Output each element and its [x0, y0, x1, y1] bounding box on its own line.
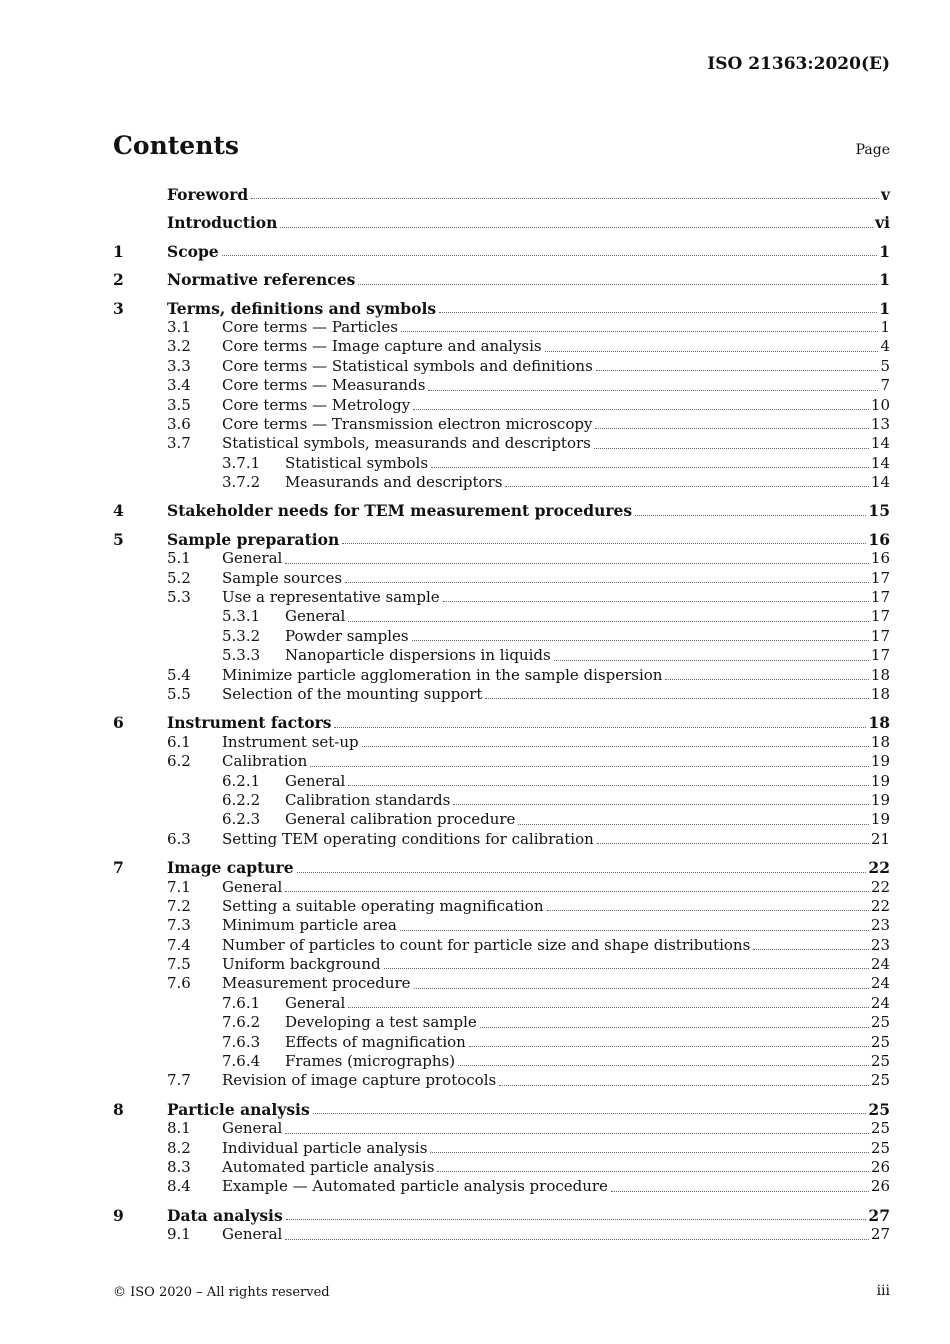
toc-entry-number: 6.2 [167, 752, 191, 771]
toc-entry-page: 26 [870, 1177, 890, 1196]
toc-entry-number: 3.1 [167, 317, 191, 336]
toc-dot-leader [285, 1238, 869, 1240]
toc-entry-page: 25 [870, 1013, 890, 1032]
toc-entry-title: Example — Automated particle analysis procedure [222, 1177, 608, 1196]
toc-dot-leader [222, 254, 878, 256]
toc-entry-title: Use a representative sample [222, 588, 440, 607]
page-column-label: Page [855, 142, 890, 158]
toc-entry-number: 7.4 [167, 935, 191, 954]
toc-entry[interactable] [113, 1158, 890, 1177]
toc-entry[interactable] [113, 1071, 890, 1090]
toc-dot-leader [310, 765, 869, 767]
toc-entry-number: 3.4 [167, 376, 191, 395]
toc-entry[interactable] [113, 434, 890, 453]
toc-entry-title: Stakeholder needs for TEM measurement procedures [167, 501, 633, 521]
toc-entry-title: Image capture [167, 858, 294, 878]
toc-entry-title: Effects of magnification [285, 1032, 466, 1051]
toc-dot-leader [414, 987, 869, 989]
toc-entry[interactable] [113, 1206, 890, 1225]
toc-entry-number: 3.6 [167, 414, 191, 433]
toc-dot-leader [453, 803, 869, 805]
toc-entry-page: 19 [870, 810, 890, 829]
toc-entry-title: General [222, 549, 283, 568]
toc-entry-title: Frames (micrographs) [285, 1052, 456, 1071]
toc-entry[interactable] [113, 588, 890, 607]
toc-dot-leader [545, 350, 879, 352]
toc-entry[interactable] [113, 357, 890, 376]
toc-dot-leader [753, 948, 869, 950]
toc-entry-number: 5.3.1 [222, 607, 261, 626]
toc-dot-leader [611, 1190, 869, 1192]
toc-entry-page: 27 [868, 1205, 890, 1225]
toc-entry-page: 1 [879, 298, 890, 318]
toc-entry-title: Setting a suitable operating magnification [222, 896, 544, 915]
toc-entry[interactable] [113, 415, 890, 434]
toc-dot-leader [413, 408, 869, 410]
toc-entry-title: Revision of image capture protocols [222, 1071, 497, 1090]
toc-entry-page: 14 [870, 453, 890, 472]
toc-entry-page: vi [875, 213, 890, 233]
toc-entry-page: 24 [870, 974, 890, 993]
toc-dot-leader [285, 562, 869, 564]
toc-entry-page: 17 [870, 626, 890, 645]
toc-entry-number: 2 [113, 270, 124, 290]
toc-entry[interactable] [113, 1119, 890, 1138]
toc-entry[interactable] [113, 530, 890, 549]
toc-entry-title: Number of particles to count for particle size and shape distributions [222, 935, 751, 954]
toc-entry-number: 3.7.1 [222, 453, 261, 472]
toc-entry-number: 5.2 [167, 568, 191, 587]
toc-dot-leader [597, 842, 869, 844]
toc-entry-title: Foreword [167, 185, 249, 204]
toc-entry-number: 6.2.2 [222, 790, 261, 809]
toc-entry-number: 7.6.4 [222, 1052, 261, 1071]
toc-entry[interactable] [113, 270, 890, 289]
toc-dot-leader [342, 542, 866, 544]
toc-entry[interactable] [113, 1033, 890, 1052]
toc-entry-title: Normative references [167, 270, 356, 290]
toc-entry-page: 24 [870, 993, 890, 1012]
toc-dot-leader [485, 697, 868, 699]
toc-entry-page: 21 [870, 829, 890, 848]
toc-entry-title: Scope [167, 241, 219, 261]
toc-entry-page: 23 [870, 916, 890, 935]
toc-entry-number: 3.7 [167, 434, 191, 453]
toc-entry[interactable] [113, 791, 890, 810]
toc-entry-page: 16 [868, 529, 890, 549]
toc-entry[interactable] [113, 955, 890, 974]
toc-entry-title: Core terms — Transmission electron microscopy [222, 414, 593, 433]
toc-entry[interactable] [113, 185, 890, 204]
toc-entry-number: 6 [113, 713, 124, 733]
toc-dot-leader [334, 726, 866, 728]
toc-dot-leader [251, 197, 879, 199]
toc-entry-number: 7.1 [167, 877, 191, 896]
toc-entry-title: Selection of the mounting support [222, 684, 483, 703]
toc-entry-title: Minimum particle area [222, 916, 397, 935]
toc-entry-title: Sample sources [222, 568, 343, 587]
toc-dot-leader [286, 1218, 867, 1220]
toc-dot-leader [345, 581, 869, 583]
toc-entry-page: 25 [870, 1071, 890, 1090]
toc-entry-page: 19 [870, 771, 890, 790]
toc-entry-title: General [222, 1119, 283, 1138]
toc-entry[interactable] [113, 337, 890, 356]
toc-entry-page: 22 [870, 896, 890, 915]
toc-entry[interactable] [113, 299, 890, 318]
toc-entry[interactable] [113, 376, 890, 395]
toc-entry-page: 1 [879, 270, 890, 290]
toc-entry-title: Uniform background [222, 955, 381, 974]
toc-entry-page: 10 [870, 395, 890, 414]
toc-entry-title: General calibration procedure [285, 810, 516, 829]
toc-dot-leader [401, 330, 878, 332]
toc-entry-title: Nanoparticle dispersions in liquids [285, 646, 551, 665]
toc-entry[interactable] [113, 858, 890, 877]
toc-entry[interactable] [113, 549, 890, 568]
toc-entry[interactable] [113, 666, 890, 685]
toc-entry[interactable] [113, 713, 890, 732]
toc-entry-number: 7.5 [167, 955, 191, 974]
toc-entry-page: 15 [868, 501, 890, 521]
toc-entry-number: 8.1 [167, 1119, 191, 1138]
toc-entry-page: 25 [870, 1052, 890, 1071]
toc-entry-number: 7 [113, 858, 124, 878]
toc-entry-title: Core terms — Metrology [222, 395, 411, 414]
toc-entry-number: 5.3.2 [222, 626, 261, 645]
toc-dot-leader [469, 1045, 869, 1047]
toc-dot-leader [431, 466, 869, 468]
toc-entry-page: 1 [879, 241, 890, 261]
toc-dot-leader [594, 447, 869, 449]
toc-entry-number: 3.5 [167, 395, 191, 414]
toc-entry-title: Introduction [167, 213, 278, 233]
toc-entry-number: 5.5 [167, 684, 191, 703]
toc-dot-leader [547, 909, 869, 911]
toc-entry[interactable] [113, 878, 890, 897]
toc-entry-page: 4 [880, 337, 890, 356]
toc-entry-page: 18 [870, 684, 890, 703]
toc-entry-title: General [285, 771, 346, 790]
toc-dot-leader [348, 620, 869, 622]
toc-entry[interactable] [113, 646, 890, 665]
toc-dot-leader [437, 1170, 869, 1172]
toc-entry-page: 17 [870, 588, 890, 607]
toc-entry-page: v [880, 185, 890, 204]
toc-entry-number: 8.3 [167, 1157, 191, 1176]
toc-entry-number: 6.2.1 [222, 771, 261, 790]
toc-dot-leader [285, 890, 869, 892]
toc-entry-number: 9.1 [167, 1225, 191, 1244]
toc-entry-number: 6.2.3 [222, 810, 261, 829]
toc-entry[interactable] [113, 994, 890, 1013]
toc-entry-page: 14 [870, 473, 890, 492]
toc-entry-title: Measurement procedure [222, 974, 411, 993]
toc-entry[interactable] [113, 1177, 890, 1196]
toc-dot-leader [358, 283, 877, 285]
toc-entry[interactable] [113, 501, 890, 520]
toc-entry-number: 5.1 [167, 549, 191, 568]
toc-entry-number: 8.2 [167, 1138, 191, 1157]
toc-entry-title: Individual particle analysis [222, 1138, 428, 1157]
toc-entry-page: 1 [880, 317, 890, 336]
toc-dot-leader [285, 1132, 869, 1134]
toc-entry-title: Core terms — Image capture and analysis [222, 337, 542, 356]
toc-entry[interactable] [113, 916, 890, 935]
toc-entry-number: 3 [113, 298, 124, 318]
toc-entry-title: Terms, definitions and symbols [167, 298, 437, 318]
toc-entry[interactable] [113, 473, 890, 492]
toc-entry-number: 3.3 [167, 356, 191, 375]
toc-entry-page: 22 [870, 877, 890, 896]
toc-dot-leader [499, 1084, 869, 1086]
toc-entry-title: General [285, 993, 346, 1012]
toc-entry[interactable] [113, 974, 890, 993]
toc-dot-leader [635, 514, 866, 516]
toc-entry[interactable] [113, 810, 890, 829]
toc-entry[interactable] [113, 213, 890, 232]
toc-entry-number: 6.3 [167, 829, 191, 848]
toc-entry-title: Calibration [222, 752, 308, 771]
toc-entry-page: 25 [870, 1032, 890, 1051]
toc-entry-number: 5 [113, 529, 124, 549]
toc-entry-page: 23 [870, 935, 890, 954]
toc-entry-page: 27 [870, 1225, 890, 1244]
toc-dot-leader [348, 784, 869, 786]
toc-entry[interactable] [113, 936, 890, 955]
page-number: iii [876, 1283, 890, 1299]
page-title: Contents [113, 131, 240, 160]
toc-entry-title: General [222, 877, 283, 896]
toc-entry[interactable] [113, 1013, 890, 1032]
toc-entry[interactable] [113, 733, 890, 752]
toc-entry-number: 5.3 [167, 588, 191, 607]
toc-dot-leader [595, 427, 868, 429]
toc-entry-title: Core terms — Statistical symbols and definitions [222, 356, 593, 375]
toc-dot-leader [280, 226, 873, 228]
toc-entry-number: 3.7.2 [222, 473, 261, 492]
toc-entry-title: General [222, 1225, 283, 1244]
toc-dot-leader [348, 1006, 869, 1008]
toc-entry-number: 8.4 [167, 1177, 191, 1196]
toc-entry[interactable] [113, 772, 890, 791]
toc-entry[interactable] [113, 752, 890, 771]
toc-entry-number: 7.6 [167, 974, 191, 993]
toc-entry-number: 1 [113, 241, 124, 261]
toc-entry-number: 7.3 [167, 916, 191, 935]
toc-entry[interactable] [113, 569, 890, 588]
toc-dot-leader [596, 369, 879, 371]
toc-entry-title: Core terms — Particles [222, 317, 398, 336]
toc-entry-page: 5 [880, 356, 890, 375]
toc-dot-leader [384, 967, 869, 969]
toc-entry-page: 16 [870, 549, 890, 568]
toc-entry-page: 25 [868, 1099, 890, 1119]
copyright-notice: © ISO 2020 – All rights reserved [113, 1285, 330, 1300]
toc-dot-leader [554, 659, 869, 661]
toc-entry-page: 7 [880, 376, 890, 395]
toc-dot-leader [443, 600, 869, 602]
toc-dot-leader [480, 1026, 869, 1028]
toc-entry-page: 13 [870, 414, 890, 433]
toc-entry-title: Automated particle analysis [222, 1157, 435, 1176]
toc-entry[interactable] [113, 1052, 890, 1071]
toc-entry-title: Data analysis [167, 1205, 283, 1225]
toc-entry-title: Statistical symbols, measurands and descriptors [222, 434, 591, 453]
toc-dot-leader [412, 639, 869, 641]
toc-entry-title: Sample preparation [167, 529, 340, 549]
toc-entry-page: 18 [870, 665, 890, 684]
toc-entry-number: 5.3.3 [222, 646, 261, 665]
toc-dot-leader [665, 678, 868, 680]
toc-entry[interactable] [113, 318, 890, 337]
toc-entry-page: 18 [870, 732, 890, 751]
toc-entry-page: 17 [870, 568, 890, 587]
toc-entry-number: 7.7 [167, 1071, 191, 1090]
toc-entry-page: 25 [870, 1119, 890, 1138]
toc-entry[interactable] [113, 830, 890, 849]
toc-entry-title: Particle analysis [167, 1099, 310, 1119]
toc-dot-leader [362, 745, 869, 747]
toc-entry-page: 26 [870, 1157, 890, 1176]
toc-entry-number: 3.2 [167, 337, 191, 356]
toc-entry-title: Instrument factors [167, 713, 332, 733]
toc-entry[interactable] [113, 454, 890, 473]
toc-entry-title: Measurands and descriptors [285, 473, 503, 492]
toc-entry-page: 19 [870, 790, 890, 809]
toc-entry-number: 9 [113, 1205, 124, 1225]
toc-dot-leader [458, 1064, 869, 1066]
toc-entry-page: 17 [870, 646, 890, 665]
toc-entry[interactable] [113, 396, 890, 415]
toc-entry[interactable] [113, 897, 890, 916]
table-of-contents [113, 185, 890, 1245]
toc-entry-page: 17 [870, 607, 890, 626]
toc-entry-title: General [285, 607, 346, 626]
toc-dot-leader [430, 1151, 868, 1153]
toc-entry-title: Setting TEM operating conditions for calibration [222, 829, 594, 848]
toc-dot-leader [505, 485, 868, 487]
toc-dot-leader [428, 389, 878, 391]
toc-entry-page: 19 [870, 752, 890, 771]
toc-dot-leader [518, 823, 869, 825]
toc-entry[interactable] [113, 607, 890, 626]
toc-entry-title: Instrument set-up [222, 732, 359, 751]
toc-entry-number: 4 [113, 501, 124, 521]
toc-entry[interactable] [113, 1100, 890, 1119]
toc-dot-leader [297, 871, 867, 873]
toc-entry-number: 7.6.3 [222, 1032, 261, 1051]
toc-entry[interactable] [113, 627, 890, 646]
toc-entry[interactable] [113, 685, 890, 704]
toc-entry-page: 25 [870, 1138, 890, 1157]
toc-dot-leader [400, 929, 869, 931]
toc-entry-number: 8 [113, 1099, 124, 1119]
toc-entry-number: 5.4 [167, 665, 191, 684]
toc-entry-number: 7.6.2 [222, 1013, 261, 1032]
toc-entry-page: 14 [870, 434, 890, 453]
toc-entry-page: 22 [868, 858, 890, 878]
toc-dot-leader [439, 311, 877, 313]
toc-entry-number: 7.6.1 [222, 993, 261, 1012]
toc-entry-number: 6.1 [167, 732, 191, 751]
toc-dot-leader [313, 1112, 867, 1114]
toc-entry[interactable] [113, 1139, 890, 1158]
toc-entry[interactable] [113, 242, 890, 261]
toc-entry-number: 7.2 [167, 896, 191, 915]
toc-entry-title: Core terms — Measurands [222, 376, 426, 395]
toc-entry-title: Powder samples [285, 626, 409, 645]
toc-entry-title: Minimize particle agglomeration in the sample dispersion [222, 665, 663, 684]
toc-entry-title: Developing a test sample [285, 1013, 477, 1032]
toc-entry-title: Calibration standards [285, 790, 451, 809]
toc-entry[interactable] [113, 1225, 890, 1244]
toc-entry-page: 24 [870, 955, 890, 974]
toc-entry-page: 18 [868, 713, 890, 733]
document-id: ISO 21363:2020(E) [707, 54, 890, 74]
toc-entry-title: Statistical symbols [285, 453, 429, 472]
